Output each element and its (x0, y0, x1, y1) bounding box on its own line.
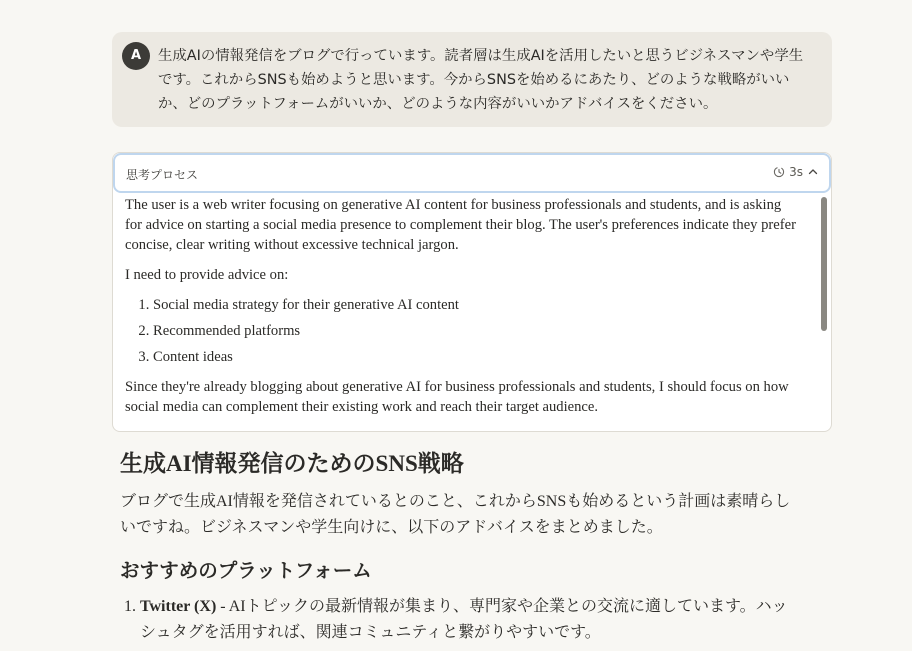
assistant-response (120, 448, 810, 646)
list-item (140, 594, 790, 646)
user-avatar: A (122, 42, 150, 70)
thinking-content (125, 195, 801, 427)
list-item: 3. Content ideas (153, 347, 801, 367)
user-message (112, 32, 832, 127)
list-item: 2. Recommended platforms (153, 321, 801, 341)
thinking-duration: 3s (789, 165, 803, 179)
response-intro: ブログで生成AI情報を発信されているとのこと、これからSNSも始めるという計画は素晴らしいですね。ビジネスマンや学生向けに、以下のアドバイスをまとめました。 (120, 493, 791, 536)
thinking-list (125, 295, 801, 367)
response-subheading: おすすめのプラットフォーム (120, 561, 372, 582)
thinking-paragraph: Since they're already blogging about generative AI for business professionals and students, I should focus on how social media can complement their existing work and reach their target audience. (125, 379, 789, 415)
clock-icon (773, 166, 785, 178)
thinking-panel (112, 152, 832, 432)
response-heading: 生成AI情報発信のためのSNS戦略 (120, 451, 464, 476)
thinking-paragraph: I need to provide advice on: (125, 267, 289, 283)
thinking-toggle[interactable] (113, 153, 831, 193)
thinking-scrollbar[interactable] (821, 197, 827, 331)
user-message-text: 生成AIの情報発信をブログで行っています。読者層は生成AIを活用したいと思うビジネスマンや学生です。これからSNSも始めようと思います。今からSNSを始めるにあたり、どのような戦略がいいか、どのプラットフォームがいいか、どのような内容がいいかアドバイスをください。 (158, 48, 804, 112)
list-item: 1. Social media strategy for their generative AI content (153, 295, 801, 315)
thinking-meta (773, 165, 819, 179)
thinking-paragraph: The user is a web writer focusing on generative AI content for business professionals and students, and is asking for advice on starting a social media presence to complement their blog. The user's preferences indicate they prefer concise, clear writing without excessive technical jargon. (125, 197, 796, 253)
chevron-up-icon[interactable] (807, 166, 819, 178)
platform-list (120, 594, 810, 646)
platform-description: - AIトピックの最新情報が集まり、専門家や企業との交流に適しています。ハッシュタグを活用すれば、関連コミュニティと繋がりやすいです。 (140, 598, 788, 641)
platform-name: Twitter (X) (140, 598, 217, 615)
thinking-title: 思考プロセス (126, 168, 199, 182)
